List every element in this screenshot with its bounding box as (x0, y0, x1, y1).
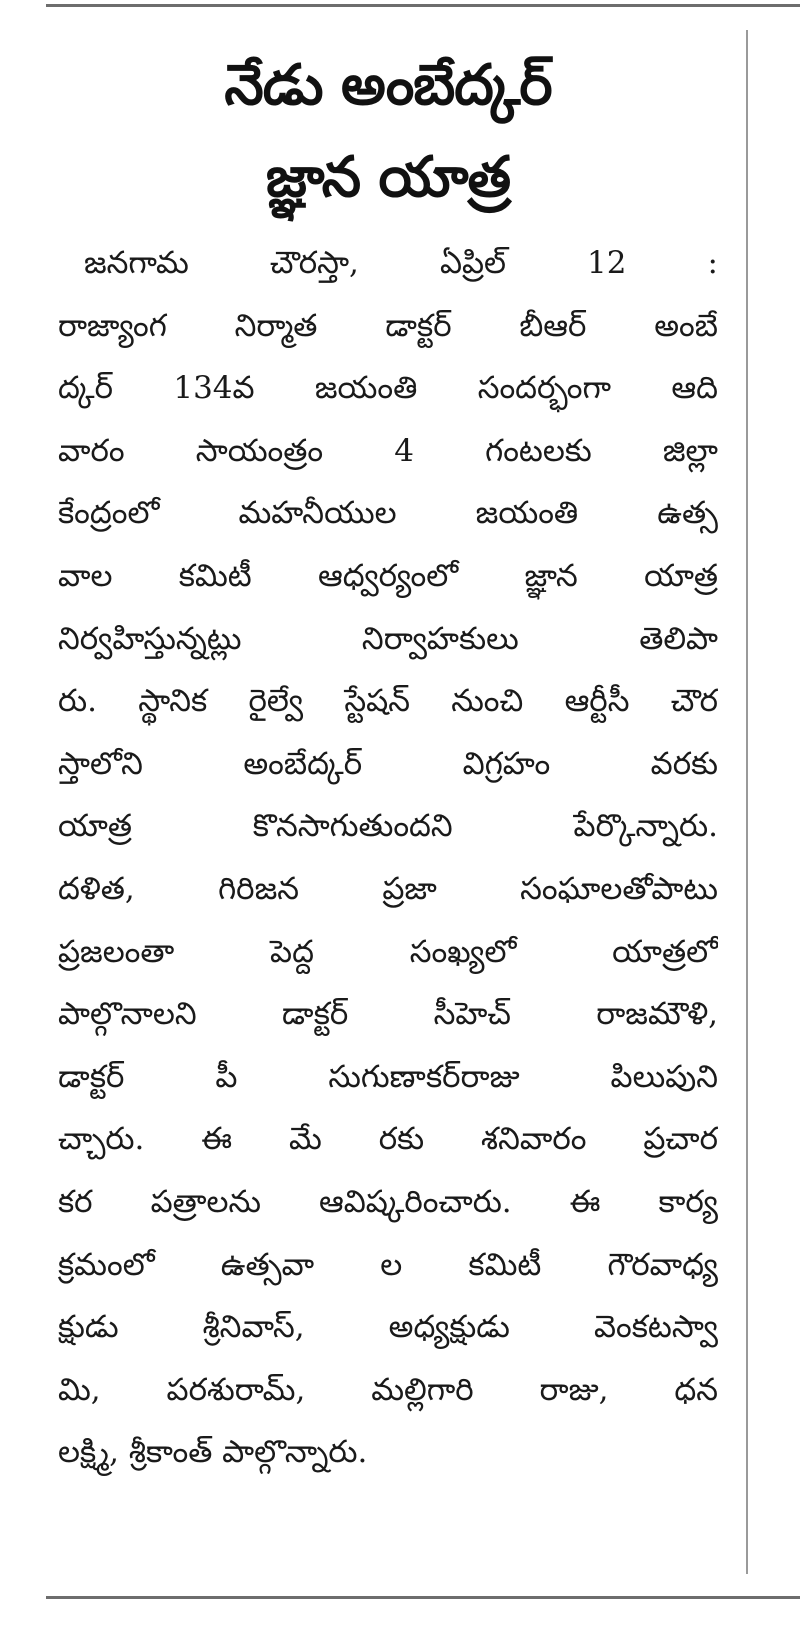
body-line: ప్రజలంతా పెద్ద సంఖ్యలో యాత్రలో (58, 933, 718, 970)
body-line: యాత్ర కొనసాగుతుందని పేర్కొన్నారు. (58, 808, 718, 845)
body-line: స్తాలోని అంబేద్కర్ విగ్రహం వరకు (58, 745, 718, 782)
body-line: ద్కర్ 134వ జయంతి సందర్భంగా ఆది (58, 370, 718, 407)
body-line: క్రమంలో ఉత్సవా ల కమిటీ గౌరవాధ్య (58, 1246, 718, 1283)
body-line: జనగామ చౌరస్తా, ఏప్రిల్ 12 : (84, 245, 718, 281)
body-line: రాజ్యాంగ నిర్మాత డాక్టర్ బీఆర్ అంబే (58, 307, 718, 344)
headline-line-1: నేడు అంబేద్కర్ (224, 53, 552, 118)
headline (58, 40, 718, 224)
body-line: క్షుడు శ్రీనివాస్, అధ్యక్షుడు వెంకటస్వా (58, 1309, 718, 1346)
body-line: లక్ష్మి, శ్రీకాంత్ పాల్గొన్నారు. (58, 1434, 368, 1471)
body-line: చ్చారు. ఈ మే రకు శనివారం ప్రచార (58, 1121, 718, 1158)
headline-line-2: జ్ఞాన యాత్ర (265, 145, 511, 210)
body-line: వాల కమిటీ ఆధ్వర్యంలో జ్ఞాన యాత్ర (58, 557, 718, 594)
news-article (58, 40, 718, 1484)
body-line: పాల్గొనాలని డాక్టర్ సీహెచ్ రాజమౌళి, (58, 996, 718, 1033)
body-line: కేంద్రంలో మహనీయుల జయంతి ఉత్స (58, 495, 718, 532)
body-line: వారం సాయంత్రం 4 గంటలకు జిల్లా (58, 432, 718, 469)
body-line: డాక్టర్ పీ సుగుణాకర్‌రాజు పిలుపుని (58, 1058, 718, 1095)
body-line: రు. స్థానిక రైల్వే స్టేషన్ నుంచి ఆర్టీసీ చౌర (58, 683, 718, 720)
column-divider (746, 30, 748, 1574)
bottom-rule (46, 1596, 800, 1599)
article-body (58, 232, 718, 1484)
body-line: కర పత్రాలను ఆవిష్కరించారు. ఈ కార్య (58, 1183, 718, 1220)
body-line: నిర్వహిస్తున్నట్లు నిర్వాహకులు తెలిపా (58, 620, 718, 657)
top-rule (46, 4, 800, 7)
body-line: మి, పరశురామ్, మల్లిగారి రాజు, ధన (58, 1371, 718, 1408)
body-line: దళిత, గిరిజన ప్రజా సంఘాలతోపాటు (58, 870, 718, 907)
